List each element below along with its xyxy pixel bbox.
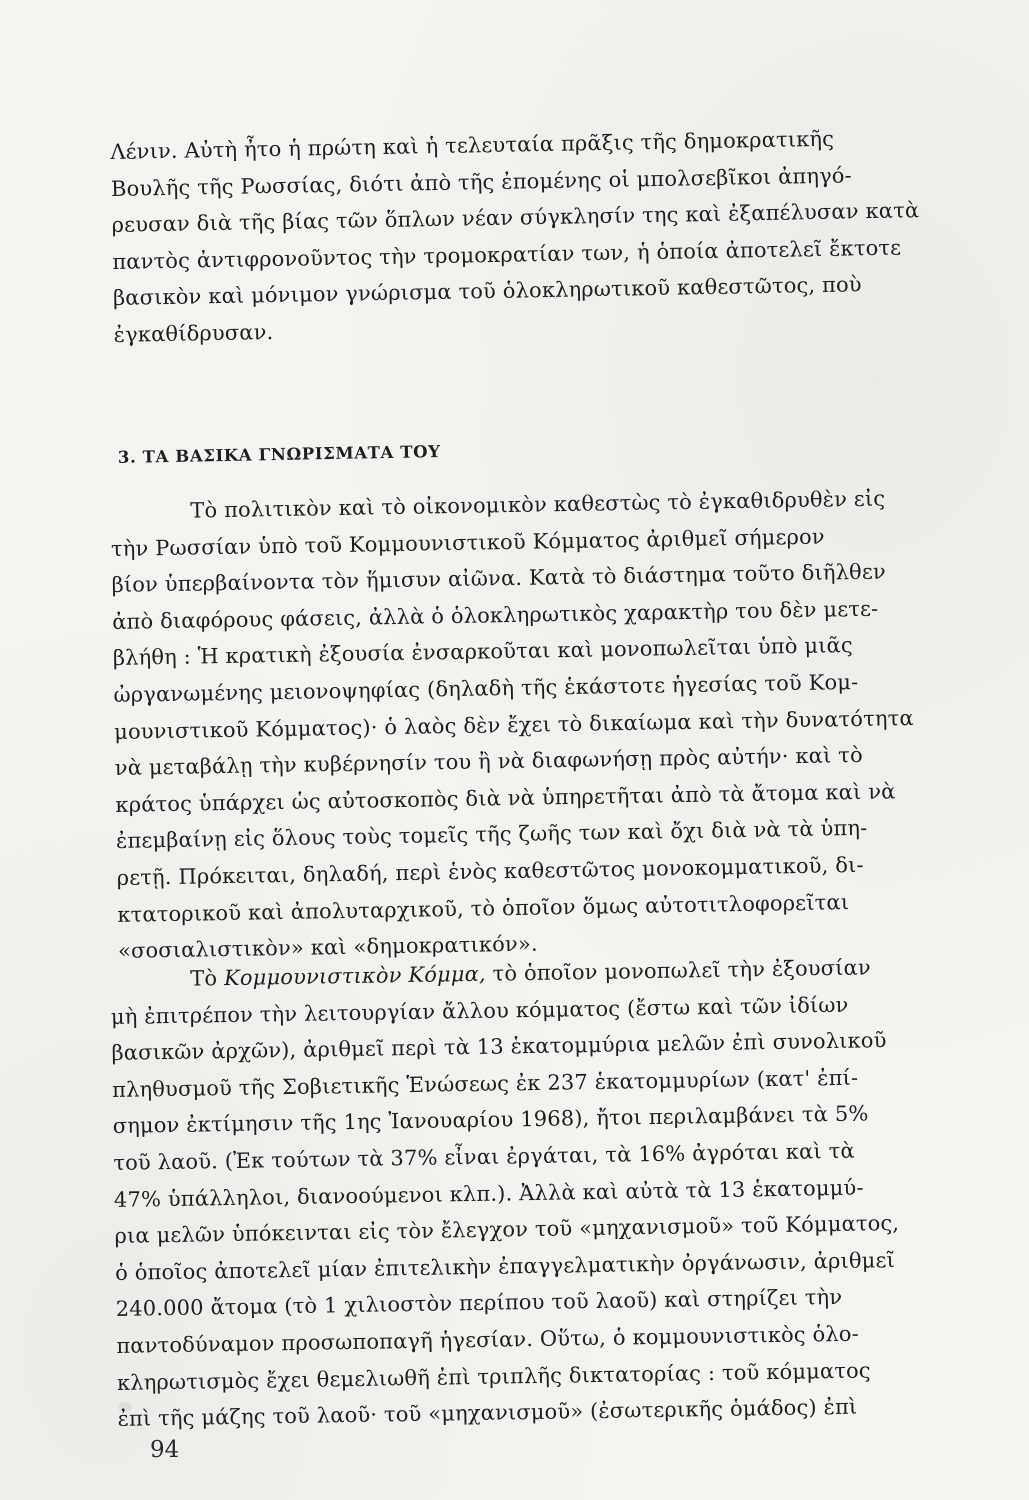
paragraph-3-line: 47% ὑπάλληλοι, διανοούμενοι κλπ.). Ἀλλὰ καὶ αὐτὰ τὰ 13 ἑκατομμύ- <box>113 1175 864 1212</box>
paragraph-1-line: Βουλῆς τῆς Ρωσσίας, διότι ἀπὸ τῆς ἐπομένης οἱ μπολσεβῖκοι ἀπηγό- <box>110 163 853 201</box>
section-heading: 3. ΤΑ ΒΑΣΙΚΑ ΓΝΩΡΙΣΜΑΤΑ ΤΟΥ <box>117 441 441 467</box>
paragraph-2 <box>110 479 983 970</box>
paragraph-2-line: ρετῇ. Πρόκειται, δηλαδή, περὶ ἑνὸς καθεστῶτος μονοκομματικοῦ, δι- <box>116 852 864 890</box>
paragraph-3-line: κληρωτισμὸς ἔχει θεμελιωθῆ ἐπὶ τριπλῆς δικτατορίας : τοῦ κόμματος <box>116 1357 871 1395</box>
paragraph-2-line: τὴν Ρωσσίαν ὑπὸ τοῦ Κομμουνιστικοῦ Κόμματος ἀριθμεῖ σήμερον <box>110 524 825 561</box>
paragraph-1-line: ρευσαν διὰ τῆς βίας τῶν ὅπλων νέαν σύγκλησίν της καὶ ἐξαπέλυσαν κατὰ <box>111 198 920 238</box>
paragraph-3-line: 240.000 ἄτομα (τὸ 1 χιλιοστὸν περίπου τοῦ λαοῦ) καὶ στηρίζει τὴν <box>115 1285 843 1322</box>
paragraph-1-line: ἐγκαθίδρυσαν. <box>113 320 274 347</box>
paragraph-2-line: κράτος ὑπάρχει ὡς αὐτοσκοπὸς διὰ νὰ ὑπηρετῆται ἀπὸ τὰ ἄτομα καὶ νὰ <box>115 779 896 817</box>
paragraph-1 <box>110 118 979 353</box>
paragraph-2-line: «σοσιαλιστικὸν» καὶ «δημοκρατικόν». <box>117 931 538 964</box>
paragraph-1-line: Λένιν. Αὐτὴ ἦτο ἡ πρώτη καὶ ἡ τελευταία πρᾶξις τῆς δημοκρατικῆς <box>110 126 835 164</box>
paragraph-2-line: Τὸ πολιτικὸν καὶ τὸ οἰκονομικὸν καθεστὼς τὸ ἐγκαθιδρυθὲν εἰς <box>190 486 886 523</box>
paragraph-3-rest: τὸ ὁποῖον μονοπωλεῖ τὴν ἐξουσίαν <box>485 955 871 986</box>
paragraph-1-line: βασικὸν καὶ μόνιμον γνώρισμα τοῦ ὁλοκληρωτικοῦ καθεστῶτος, ποὺ <box>112 272 862 311</box>
paragraph-2-line: βλήθη : Ἡ κρατικὴ ἐξουσία ἐνσαρκοῦται καὶ μονοπωλεῖται ὑπὸ μιᾶς <box>112 633 853 671</box>
paragraph-3-line: ἐπὶ τῆς μάζης τοῦ λαοῦ· τοῦ «μηχανισμοῦ» (ἐσωτερικῆς ὁμάδος) ἐπὶ <box>117 1394 858 1432</box>
paper-blemish <box>118 1402 132 1412</box>
party-name-italic: Κομμουνιστικὸν Κόμμα, <box>223 961 486 991</box>
paragraph-3-line: σημον ἐκτίμησιν τῆς 1ης Ἰανουαρίου 1968), ἤτοι περιλαμβάνει τὰ 5% <box>112 1101 869 1139</box>
paragraph-2-line: κτατορικοῦ καὶ ἀπολυταρχικοῦ, τὸ ὁποῖον ὅμως αὐτοτιτλοφορεῖται <box>117 889 850 927</box>
paragraph-3-line: πληθυσμοῦ τῆς Σοβιετικῆς Ἑνώσεως ἐκ 237 ἑκατομμυρίων (κατ' ἐπί- <box>111 1065 859 1102</box>
paragraph-3-line: ὁ ὁποῖος ἀποτελεῖ μίαν ἐπιτελικὴν ἐπαγγελματικὴν ὀργάνωσιν, ἀριθμεῖ <box>114 1247 896 1285</box>
page-number: 94 <box>150 1437 180 1463</box>
paragraph-1-line: παντὸς ἀντιφρονοῦντος τὴν τρομοκρατίαν των, ἡ ὁποία ἀποτελεῖ ἔκτοτε <box>112 235 902 274</box>
paragraph-3-line: μὴ ἐπιτρέπον τὴν λειτουργίαν ἄλλου κόμματος (ἔστω καὶ τῶν ἰδίων <box>110 992 849 1029</box>
paragraph-2-line: νὰ μεταβάλῃ τὴν κυβέρνησίν του ἢ νὰ διαφωνήσῃ πρὸς αὐτήν· καὶ τὸ <box>114 743 863 781</box>
paragraph-2-line: ὠργανωμένης μειονοψηφίας (δηλαδὴ τῆς ἑκάστοτε ἡγεσίας τοῦ Κομ- <box>113 669 859 707</box>
text-block-middle <box>110 479 990 964</box>
paragraph-2-line: ἀπὸ διαφόρους φάσεις, ἀλλὰ ὁ ὁλοκληρωτικὸς χαρακτὴρ του δὲν μετε- <box>112 596 879 634</box>
paragraph-3-start: Τὸ <box>190 966 225 991</box>
paragraph-2-line: βίον ὑπερβαίνοντα τὸν ἥμισυν αἰῶνα. Κατὰ τὸ διάστημα τοῦτο διῆλθεν <box>111 559 886 598</box>
paragraph-3-line: τοῦ λαοῦ. (Ἐκ τούτων τὰ 37% εἶναι ἐργάται, τὰ 16% ἀγρόται καὶ τὰ <box>113 1138 855 1175</box>
paragraph-2-line: μουνιστικοῦ Κόμματος)· ὁ λαὸς δὲν ἔχει τὸ δικαίωμα καὶ τὴν δυνατότητα <box>113 705 914 744</box>
paragraph-2-line: ἐπεμβαίνῃ εἰς ὅλους τοὺς τομεῖς τῆς ζωῆς των καὶ ὄχι διὰ νὰ τὰ ὑπη- <box>115 816 868 854</box>
paragraph-3-line: ρια μελῶν ὑπόκεινται εἰς τὸν ἔλεγχον τοῦ «μηχανισμοῦ» τοῦ Κόμματος, <box>114 1211 900 1249</box>
paragraph-3 <box>110 948 983 1438</box>
paragraph-3-line: παντοδύναμον προσωποπαγῆ ἡγεσίαν. Οὕτω, ὁ κομμουνιστικὸς ὁλο- <box>116 1321 860 1358</box>
text-block-top <box>110 118 990 467</box>
paragraph-3-line: βασικῶν ἀρχῶν), ἀριθμεῖ περὶ τὰ 13 ἑκατομμύρια μελῶν ἐπὶ συνολικοῦ <box>111 1028 887 1066</box>
